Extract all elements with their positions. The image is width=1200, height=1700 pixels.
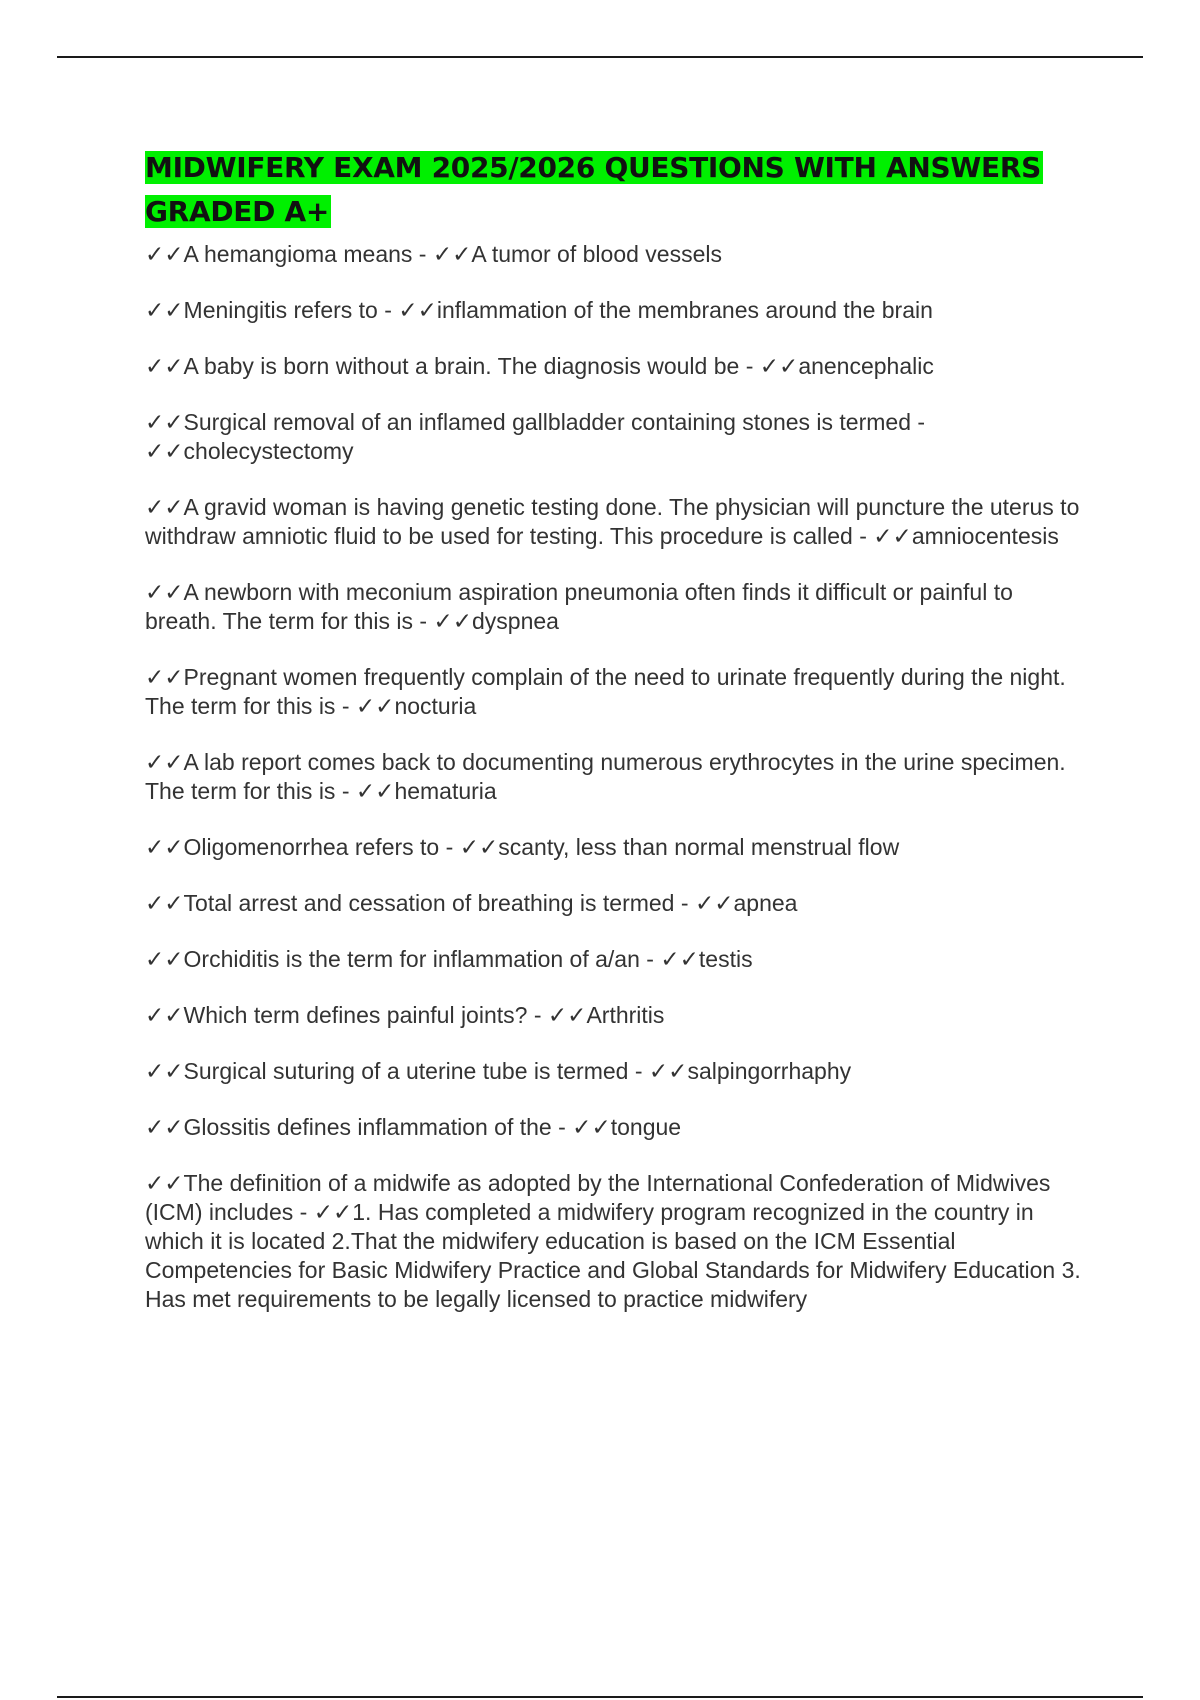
answer-text: apnea (733, 890, 798, 916)
question-marker: ✓✓ (145, 1114, 184, 1140)
qa-item (145, 889, 1085, 918)
answer-marker: ✓✓ (433, 608, 473, 634)
question-marker: ✓✓ (145, 1170, 184, 1196)
question-text: Oligomenorrhea refers to (183, 834, 440, 860)
question-text: A baby is born without a brain. The diagnosis would be (183, 353, 740, 379)
answer-marker: ✓✓ (355, 778, 395, 804)
answer-marker: ✓✓ (459, 834, 499, 860)
answer-text: anencephalic (798, 353, 934, 379)
qa-item (145, 1113, 1085, 1142)
answer-text: cholecystectomy (183, 438, 354, 464)
separator: - (674, 890, 695, 916)
qa-item (145, 1001, 1085, 1030)
answer-text: tongue (610, 1114, 682, 1140)
answer-text: testis (698, 946, 753, 972)
question-marker: ✓✓ (145, 1058, 184, 1084)
answer-marker: ✓✓ (759, 353, 799, 379)
question-marker: ✓✓ (145, 494, 184, 520)
question-marker: ✓✓ (145, 1002, 184, 1028)
question-marker: ✓✓ (145, 297, 184, 323)
answer-marker: ✓✓ (572, 1114, 611, 1140)
answer-marker: ✓✓ (432, 241, 472, 267)
answer-text: hematuria (394, 778, 497, 804)
qa-item (145, 408, 1085, 466)
separator: - (911, 409, 926, 435)
answer-text: salpingorrhaphy (687, 1058, 852, 1084)
question-marker: ✓✓ (145, 749, 184, 775)
separator: - (413, 608, 434, 634)
question-text: A lab report comes back to documenting numerous erythrocytes in the urine specimen. The term for this is (145, 749, 1066, 804)
document-body (145, 146, 1085, 1341)
question-text: The definition of a midwife as adopted by the International Confederation of Midwives (ICM) includes (145, 1170, 1051, 1225)
separator: - (739, 353, 760, 379)
question-text: Surgical suturing of a uterine tube is termed (183, 1058, 629, 1084)
qa-item (145, 833, 1085, 862)
question-text: A newborn with meconium aspiration pneumonia often finds it difficult or painful to breath. The term for this is (145, 579, 1013, 634)
question-marker: ✓✓ (145, 409, 184, 435)
answer-text: scanty, less than normal menstrual flow (498, 834, 900, 860)
separator: - (377, 297, 399, 323)
question-marker: ✓✓ (145, 834, 184, 860)
qa-list (145, 240, 1085, 1314)
question-marker: ✓✓ (145, 664, 184, 690)
question-text: A gravid woman is having genetic testing done. The physician will puncture the uterus to withdraw amniotic fluid to be used for testing. This procedure is called (145, 494, 1080, 549)
question-text: Surgical removal of an inflamed gallbladder containing stones is termed (183, 409, 912, 435)
separator: - (412, 241, 433, 267)
qa-item (145, 296, 1085, 325)
qa-item (145, 493, 1085, 551)
answer-marker: ✓✓ (313, 1199, 353, 1225)
answer-marker: ✓✓ (547, 1002, 587, 1028)
header-rule (57, 56, 1143, 58)
question-marker: ✓✓ (145, 890, 184, 916)
question-text: Which term defines painful joints? (183, 1002, 528, 1028)
separator: - (335, 693, 356, 719)
separator: - (335, 778, 356, 804)
document-title (145, 146, 1085, 234)
separator: - (293, 1199, 314, 1225)
qa-item (145, 663, 1085, 721)
separator: - (852, 523, 874, 549)
footer-rule (57, 1696, 1143, 1698)
separator: - (639, 946, 661, 972)
title-highlight: MIDWIFERY EXAM 2025/2026 QUESTIONS WITH ANSWERS GRADED A+ (145, 151, 1041, 228)
separator: - (551, 1114, 573, 1140)
answer-text: inflammation of the membranes around the brain (436, 297, 933, 323)
answer-marker: ✓✓ (398, 297, 437, 323)
answer-marker: ✓✓ (355, 693, 395, 719)
answer-text: amniocentesis (911, 523, 1059, 549)
answer-marker: ✓✓ (694, 890, 734, 916)
qa-item (145, 748, 1085, 806)
qa-item (145, 240, 1085, 269)
answer-marker: ✓✓ (660, 946, 699, 972)
qa-item (145, 352, 1085, 381)
question-marker: ✓✓ (145, 241, 184, 267)
answer-text: nocturia (394, 693, 477, 719)
answer-text: Arthritis (586, 1002, 665, 1028)
answer-marker: ✓✓ (648, 1058, 688, 1084)
separator: - (439, 834, 460, 860)
answer-text: dyspnea (472, 608, 559, 634)
qa-item (145, 945, 1085, 974)
separator: - (527, 1002, 548, 1028)
question-text: Total arrest and cessation of breathing is termed (183, 890, 675, 916)
separator: - (628, 1058, 649, 1084)
question-text: Glossitis defines inflammation of the (183, 1114, 552, 1140)
qa-item (145, 578, 1085, 636)
question-text: Meningitis refers to (183, 297, 378, 323)
qa-item (145, 1169, 1085, 1314)
qa-item (145, 1057, 1085, 1086)
answer-marker: ✓✓ (873, 523, 912, 549)
question-text: Pregnant women frequently complain of the need to urinate frequently during the night. The term for this is (145, 664, 1066, 719)
question-text: Orchiditis is the term for inflammation of a/an (183, 946, 640, 972)
answer-marker: ✓✓ (145, 438, 184, 464)
answer-text: 1. Has completed a midwifery program recognized in the country in which it is located 2.That the midwifery education is based on the ICM Essential Competencies for Basic Midwifery Practice and Global Standards for Midwifery Education 3. Has met requirements to be legally licensed to practice midwifery (145, 1199, 1081, 1312)
question-marker: ✓✓ (145, 946, 184, 972)
question-text: A hemangioma means (183, 241, 413, 267)
question-marker: ✓✓ (145, 353, 184, 379)
question-marker: ✓✓ (145, 579, 184, 605)
answer-text: A tumor of blood vessels (471, 241, 722, 267)
